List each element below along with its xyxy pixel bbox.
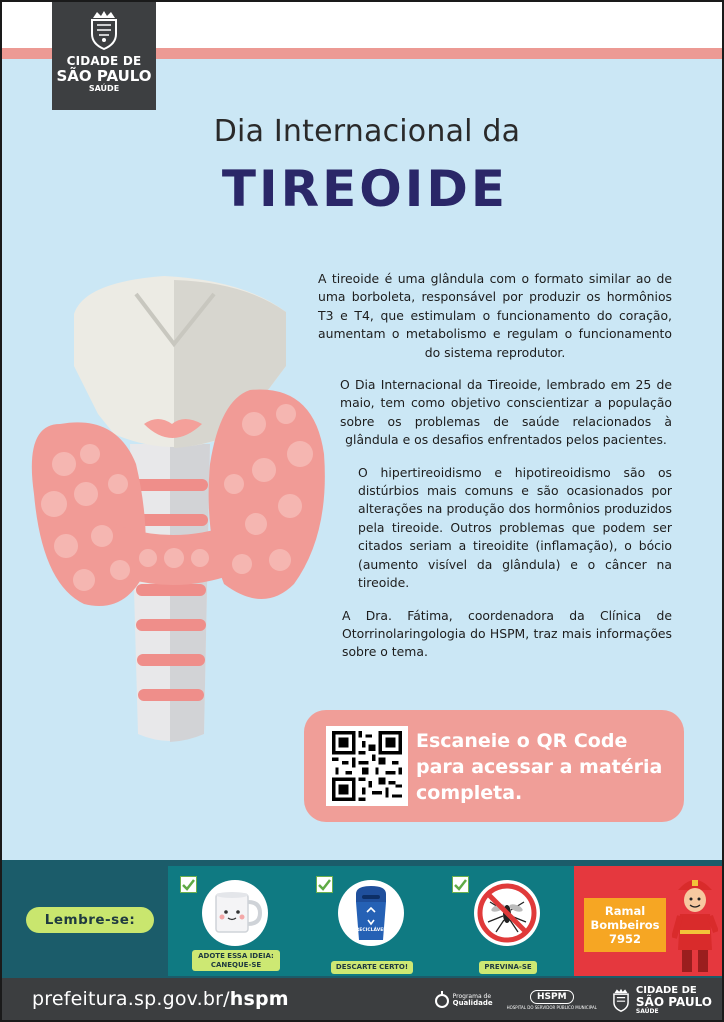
ramal-line1: Ramal bbox=[604, 904, 646, 918]
panel-mosquito-label-wrap bbox=[440, 954, 576, 974]
footer-crest-icon bbox=[611, 987, 631, 1013]
paragraph-2: O Dia Internacional da Tireoide, lembrado em 25 de maio, tem como objetivo conscientizar a população sobre os problemas de saúde relacionados à glândula e os desafios enfrentados pelos pacientes. bbox=[340, 377, 672, 448]
footer-city-line2: SÃO PAULO bbox=[635, 994, 712, 1009]
qr-code-icon[interactable] bbox=[326, 726, 408, 806]
check-icon bbox=[452, 876, 469, 893]
check-icon bbox=[316, 876, 333, 893]
no-mosquito-icon bbox=[474, 880, 540, 946]
panel-bin-label-wrap bbox=[304, 954, 440, 974]
check-icon bbox=[180, 876, 197, 893]
ramal-line2: Bombeiros bbox=[590, 918, 660, 932]
hspm-logo bbox=[507, 990, 597, 1010]
paragraph-4: A Dra. Fátima, coordenadora da Clínica de Otorrinolaringologia do HSPM, traz mais informações sobre o tema. bbox=[342, 607, 672, 660]
footer bbox=[2, 978, 722, 1022]
footer-city-logo bbox=[611, 986, 712, 1015]
city-crest-icon bbox=[87, 10, 121, 50]
bin-text: RECICLÁVEL bbox=[355, 928, 387, 933]
panel-bin bbox=[304, 866, 440, 976]
panel-mug-label-wrap bbox=[168, 950, 304, 971]
mug-icon bbox=[202, 880, 268, 946]
site-link-bold: hspm bbox=[229, 988, 289, 1010]
recycle-bin-icon bbox=[338, 880, 404, 946]
ramal-line3: 7952 bbox=[608, 932, 641, 946]
body-text bbox=[318, 270, 672, 676]
qr-card[interactable] bbox=[304, 710, 684, 822]
site-link-plain: prefeitura.sp.gov.br/ bbox=[32, 988, 230, 1010]
thyroid-illustration-icon bbox=[24, 274, 354, 764]
qr-instruction-text: Escaneie o QR Code para acessar a matéria completa. bbox=[416, 730, 663, 804]
firefighters-panel bbox=[574, 866, 722, 976]
hspm-logo-subtitle: HOSPITAL DO SERVIDOR PÚBLICO MUNICIPAL bbox=[506, 1005, 597, 1010]
quality-program-line2: Qualidade bbox=[452, 999, 493, 1007]
logo-line3: SAÚDE bbox=[88, 84, 120, 93]
hspm-logo-text: HSPM bbox=[530, 990, 574, 1004]
site-link[interactable] bbox=[32, 988, 289, 1010]
remember-label: Lembre-se: bbox=[26, 907, 154, 933]
city-logo bbox=[52, 2, 156, 110]
title-line2: TIREOIDE bbox=[221, 160, 509, 218]
quality-program-icon bbox=[434, 989, 450, 1011]
quality-program-logo bbox=[434, 989, 493, 1011]
ramal-badge bbox=[584, 898, 666, 952]
footer-city-line3: SAÚDE bbox=[635, 1007, 659, 1015]
title-line1: Dia Internacional da bbox=[213, 114, 521, 149]
panel-mug-label: ADOTE ESSA IDEIA: CANEQUE-SE bbox=[192, 950, 280, 971]
footer-logos bbox=[434, 982, 712, 1018]
logo-line1: CIDADE DE bbox=[66, 54, 142, 68]
firefighter-icon bbox=[672, 872, 718, 976]
panel-mug bbox=[168, 866, 304, 976]
paragraph-3: O hipertireoidismo e hipotireoidismo são os distúrbios mais comuns e são ocasionados por alterações na produção dos hormônios produzidos pela tireoide. Outros problemas que podem ser citados seriam a tireoidite (inflamação), o bócio (aumento visível da glândula) e o câncer na tireoide. bbox=[358, 464, 672, 591]
logo-line2: SÃO PAULO bbox=[56, 67, 152, 85]
footer-city-line1: CIDADE DE bbox=[635, 984, 697, 996]
panel-mosquito-label: PREVINA-SE bbox=[479, 961, 536, 974]
quality-program-line1: Programa de bbox=[452, 993, 492, 1000]
panel-bin-label: DESCARTE CERTO! bbox=[331, 961, 413, 974]
paragraph-1: A tireoide é uma glândula com o formato similar ao de uma borboleta, responsável por produzir os hormônios T3 e T4, que estimulam o funcionamento do coração, aumentam o metabolismo e regulam o funcionamento do sistema reprodutor. bbox=[318, 271, 672, 360]
panel-mosquito bbox=[440, 866, 576, 976]
